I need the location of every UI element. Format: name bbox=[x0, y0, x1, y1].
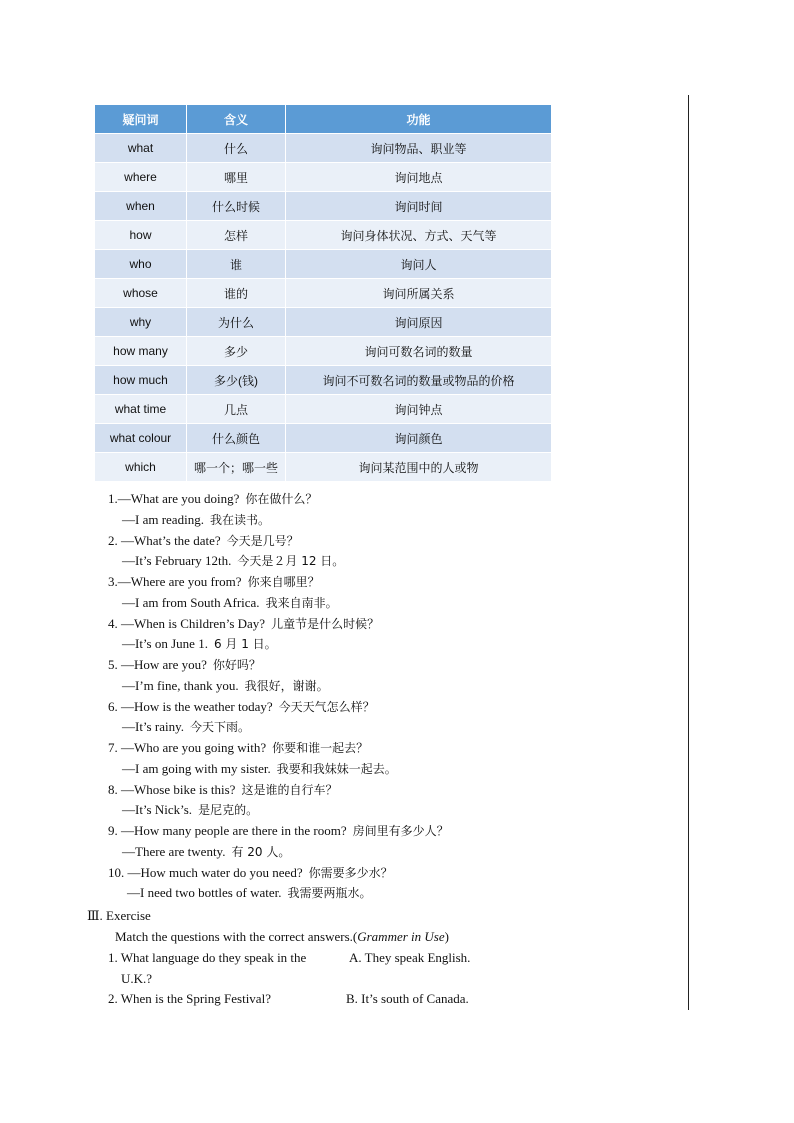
question-english: 10. —How much water do you need? bbox=[108, 864, 303, 880]
dialogue-answer bbox=[122, 634, 277, 654]
dialogue-answer bbox=[122, 717, 250, 737]
answer-chinese: 我要和我妹妹一起去。 bbox=[276, 761, 397, 776]
question-english: 5. —How are you? bbox=[108, 657, 207, 672]
answer-english: —It’s Nick’s. bbox=[122, 802, 193, 818]
question-english: 3.—Where are you from? bbox=[108, 574, 242, 589]
table-row bbox=[95, 424, 551, 453]
meaning-cell: 什么 bbox=[187, 134, 286, 163]
table-row bbox=[95, 453, 551, 482]
exercise-instruction: Match the questions with the correct answers.(Grammer in Use) bbox=[115, 929, 449, 944]
function-cell: 询问钟点 bbox=[286, 395, 552, 424]
answer-english: —It’s February 12th. bbox=[122, 553, 232, 569]
meaning-cell: 怎样 bbox=[187, 221, 286, 250]
question-chinese: 这是谁的自行车？ bbox=[241, 782, 338, 797]
question-word-cell: where bbox=[95, 163, 187, 192]
page-margin-line bbox=[688, 95, 689, 1010]
question-word-cell: how many bbox=[95, 337, 187, 366]
answer-english: —I need two bottles of water. bbox=[127, 885, 282, 901]
meaning-cell: 什么颜色 bbox=[187, 424, 286, 453]
function-cell: 询问身体状况、方式、天气等 bbox=[286, 221, 552, 250]
table-row bbox=[95, 279, 551, 308]
function-cell: 询问不可数名词的数量或物品的价格 bbox=[286, 366, 552, 395]
answer-english: —I am reading. bbox=[122, 511, 204, 527]
header-function: 功能 bbox=[286, 105, 552, 134]
exercise-question-1-cont: U.K.? bbox=[121, 971, 153, 986]
dialogue-answer bbox=[122, 676, 329, 696]
dialogue-question bbox=[108, 655, 261, 675]
function-cell: 询问地点 bbox=[286, 163, 552, 192]
answer-chinese: 是尼克的。 bbox=[198, 803, 259, 818]
question-word-cell: when bbox=[95, 192, 187, 221]
question-word-cell: how bbox=[95, 221, 187, 250]
answer-english: —I am going with my sister. bbox=[122, 760, 271, 776]
answer-chinese: 今天下雨。 bbox=[189, 720, 250, 735]
table-row bbox=[95, 221, 551, 250]
question-english: 8. —Whose bike is this? bbox=[108, 781, 236, 797]
question-chinese: 儿童节是什么时候？ bbox=[271, 616, 380, 631]
meaning-cell: 为什么 bbox=[187, 308, 286, 337]
answer-chinese: 我来自南非。 bbox=[265, 595, 338, 610]
question-english: 9. —How many people are there in the room? bbox=[108, 823, 347, 838]
exercise-question-1: 1. What language do they speak in the bbox=[108, 950, 307, 965]
function-cell: 询问某范围中的人或物 bbox=[286, 453, 552, 482]
header-question-word: 疑问词 bbox=[95, 105, 187, 134]
exercise-answer-b: B. It’s south of Canada. bbox=[346, 991, 469, 1006]
answer-english: —There are twenty. bbox=[122, 843, 226, 859]
table-row bbox=[95, 366, 551, 395]
meaning-cell: 多少(钱) bbox=[187, 366, 286, 395]
question-chinese: 你好吗？ bbox=[212, 658, 261, 672]
answer-chinese: 我很好，谢谢。 bbox=[244, 678, 329, 693]
meaning-cell: 哪里 bbox=[187, 163, 286, 192]
answer-chinese: 有 20 人。 bbox=[231, 844, 291, 859]
dialogue-answer bbox=[122, 759, 397, 779]
question-chinese: 你在做什么？ bbox=[245, 492, 318, 506]
answer-english: —I am from South Africa. bbox=[122, 594, 260, 610]
header-meaning: 含义 bbox=[187, 105, 286, 134]
question-word-cell: what bbox=[95, 134, 187, 163]
grammar-source: Grammer in Use bbox=[357, 929, 445, 944]
question-word-cell: why bbox=[95, 308, 187, 337]
answer-chinese: 6 月 1 日。 bbox=[213, 637, 277, 652]
table-row bbox=[95, 192, 551, 221]
answer-chinese: 今天是２月 12 日。 bbox=[237, 554, 345, 569]
function-cell: 询问人 bbox=[286, 250, 552, 279]
dialogue-question bbox=[108, 863, 393, 883]
dialogue-answer bbox=[127, 883, 372, 903]
question-word-cell: what colour bbox=[95, 424, 187, 453]
function-cell: 询问可数名词的数量 bbox=[286, 337, 552, 366]
dialogue-question bbox=[108, 697, 375, 717]
dialogue-question bbox=[108, 572, 320, 592]
question-word-cell: how much bbox=[95, 366, 187, 395]
table-row bbox=[95, 163, 551, 192]
function-cell: 询问颜色 bbox=[286, 424, 552, 453]
question-chinese: 你要和谁一起去？ bbox=[272, 741, 369, 755]
meaning-cell: 哪一个；哪一些 bbox=[187, 453, 286, 482]
question-chinese: 今天是几号？ bbox=[226, 533, 299, 548]
dialogue-answer bbox=[122, 551, 344, 571]
dialogue-question bbox=[108, 780, 337, 800]
meaning-cell: 几点 bbox=[187, 395, 286, 424]
question-word-cell: whose bbox=[95, 279, 187, 308]
meaning-cell: 什么时候 bbox=[187, 192, 286, 221]
dialogue-question bbox=[108, 489, 317, 509]
answer-english: —I’m fine, thank you. bbox=[122, 677, 239, 693]
table-row bbox=[95, 134, 551, 163]
meaning-cell: 谁的 bbox=[187, 279, 286, 308]
answer-english: —It’s on June 1. bbox=[122, 636, 208, 652]
dialogue-question bbox=[108, 531, 299, 551]
answer-chinese: 我需要两瓶水。 bbox=[287, 886, 372, 901]
dialogue-answer bbox=[122, 842, 290, 862]
table-header-row bbox=[95, 105, 551, 134]
exercise-heading: Ⅲ. Exercise bbox=[87, 908, 151, 923]
question-chinese: 你来自哪里？ bbox=[247, 575, 320, 589]
exercise-answer-a: A. They speak English. bbox=[349, 950, 471, 965]
question-english: 7. —Who are you going with? bbox=[108, 740, 267, 755]
answer-english: —It’s rainy. bbox=[122, 719, 184, 735]
dialogue-answer bbox=[122, 510, 270, 530]
function-cell: 询问原因 bbox=[286, 308, 552, 337]
table-row bbox=[95, 395, 551, 424]
question-chinese: 你需要多少水？ bbox=[308, 865, 393, 880]
dialogue-answer bbox=[122, 593, 338, 613]
question-chinese: 房间里有多少人？ bbox=[352, 824, 449, 838]
function-cell: 询问时间 bbox=[286, 192, 552, 221]
question-word-cell: which bbox=[95, 453, 187, 482]
question-english: 6. —How is the weather today? bbox=[108, 698, 273, 714]
question-word-cell: what time bbox=[95, 395, 187, 424]
function-cell: 询问物品、职业等 bbox=[286, 134, 552, 163]
question-word-cell: who bbox=[95, 250, 187, 279]
table-row bbox=[95, 337, 551, 366]
question-word-table bbox=[95, 105, 551, 481]
question-english: 2. —What’s the date? bbox=[108, 532, 221, 548]
question-english: 1.—What are you doing? bbox=[108, 491, 240, 506]
meaning-cell: 多少 bbox=[187, 337, 286, 366]
question-english: 4. —When is Children’s Day? bbox=[108, 615, 266, 631]
meaning-cell: 谁 bbox=[187, 250, 286, 279]
exercise-question-2: 2. When is the Spring Festival? bbox=[108, 991, 271, 1006]
dialogue-question bbox=[108, 614, 379, 634]
dialogue-answer bbox=[122, 800, 258, 820]
answer-chinese: 我在读书。 bbox=[209, 512, 270, 527]
table-row bbox=[95, 308, 551, 337]
dialogue-question bbox=[108, 821, 449, 841]
dialogue-question bbox=[108, 738, 368, 758]
table-row bbox=[95, 250, 551, 279]
function-cell: 询问所属关系 bbox=[286, 279, 552, 308]
question-chinese: 今天天气怎么样？ bbox=[278, 699, 375, 714]
